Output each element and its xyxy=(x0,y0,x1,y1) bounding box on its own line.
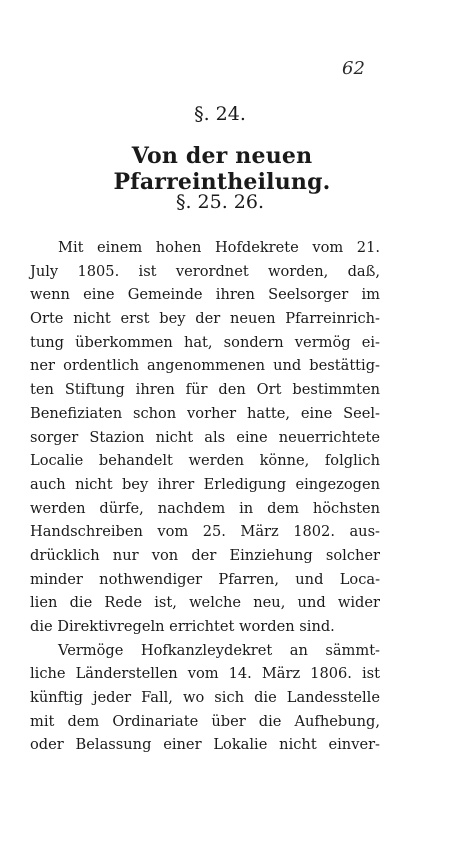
text-line: ten Stiftung ihren für den Ort bestimmten xyxy=(30,381,380,399)
text-line: Benefiziaten schon vorher hatte, eine Seel- xyxy=(30,404,380,422)
page-number: 62 xyxy=(342,58,365,79)
text-line: auch nicht bey ihrer Erledigung eingezogen xyxy=(30,475,380,493)
text-line: oder Belassung einer Lokalie nicht einver- xyxy=(30,736,380,754)
chapter-heading: Von der neuen Pfarreintheilung. xyxy=(113,143,331,195)
section-number-sub: §. 25. 26. xyxy=(175,191,265,213)
text-line: Vermöge Hofkanzleydekret an sämmt- xyxy=(58,641,380,659)
text-line: minder nothwendiger Pfarren, und Loca- xyxy=(30,570,380,588)
text-line: drücklich nur von der Einziehung solcher xyxy=(30,546,380,564)
text-line: liche Länderstellen vom 14. März 1806. ist xyxy=(30,665,380,683)
text-line: July 1805. ist verordnet worden, daß, xyxy=(30,262,380,280)
text-line: die Direktivregeln errichtet worden sind. xyxy=(30,618,335,635)
text-line: wenn eine Gemeinde ihren Seelsorger im xyxy=(30,286,380,304)
section-number-top: §. 24. xyxy=(194,103,246,125)
text-line: Mit einem hohen Hofdekrete vom 21. xyxy=(58,239,380,256)
text-line: Localie behandelt werden könne, folglich xyxy=(30,452,380,470)
text-line: ner ordentlich angenommenen und bestättig- xyxy=(30,357,380,375)
text-line: künftig jeder Fall, wo sich die Landesstelle xyxy=(30,689,380,707)
text-line: tung überkommen hat, sondern vermög ei- xyxy=(30,333,380,351)
text-line: Handschreiben vom 25. März 1802. aus- xyxy=(30,523,380,541)
body-text xyxy=(30,236,380,757)
text-line: Orte nicht erst bey der neuen Pfarreinrich- xyxy=(30,310,380,328)
text-line: mit dem Ordinariate über die Aufhebung, xyxy=(30,712,380,730)
text-line: lien die Rede ist, welche neu, und wider xyxy=(30,594,380,612)
text-line: sorger Stazion nicht als eine neuerrichtete xyxy=(30,428,380,446)
text-line: werden dürfe, nachdem in dem höchsten xyxy=(30,499,380,517)
